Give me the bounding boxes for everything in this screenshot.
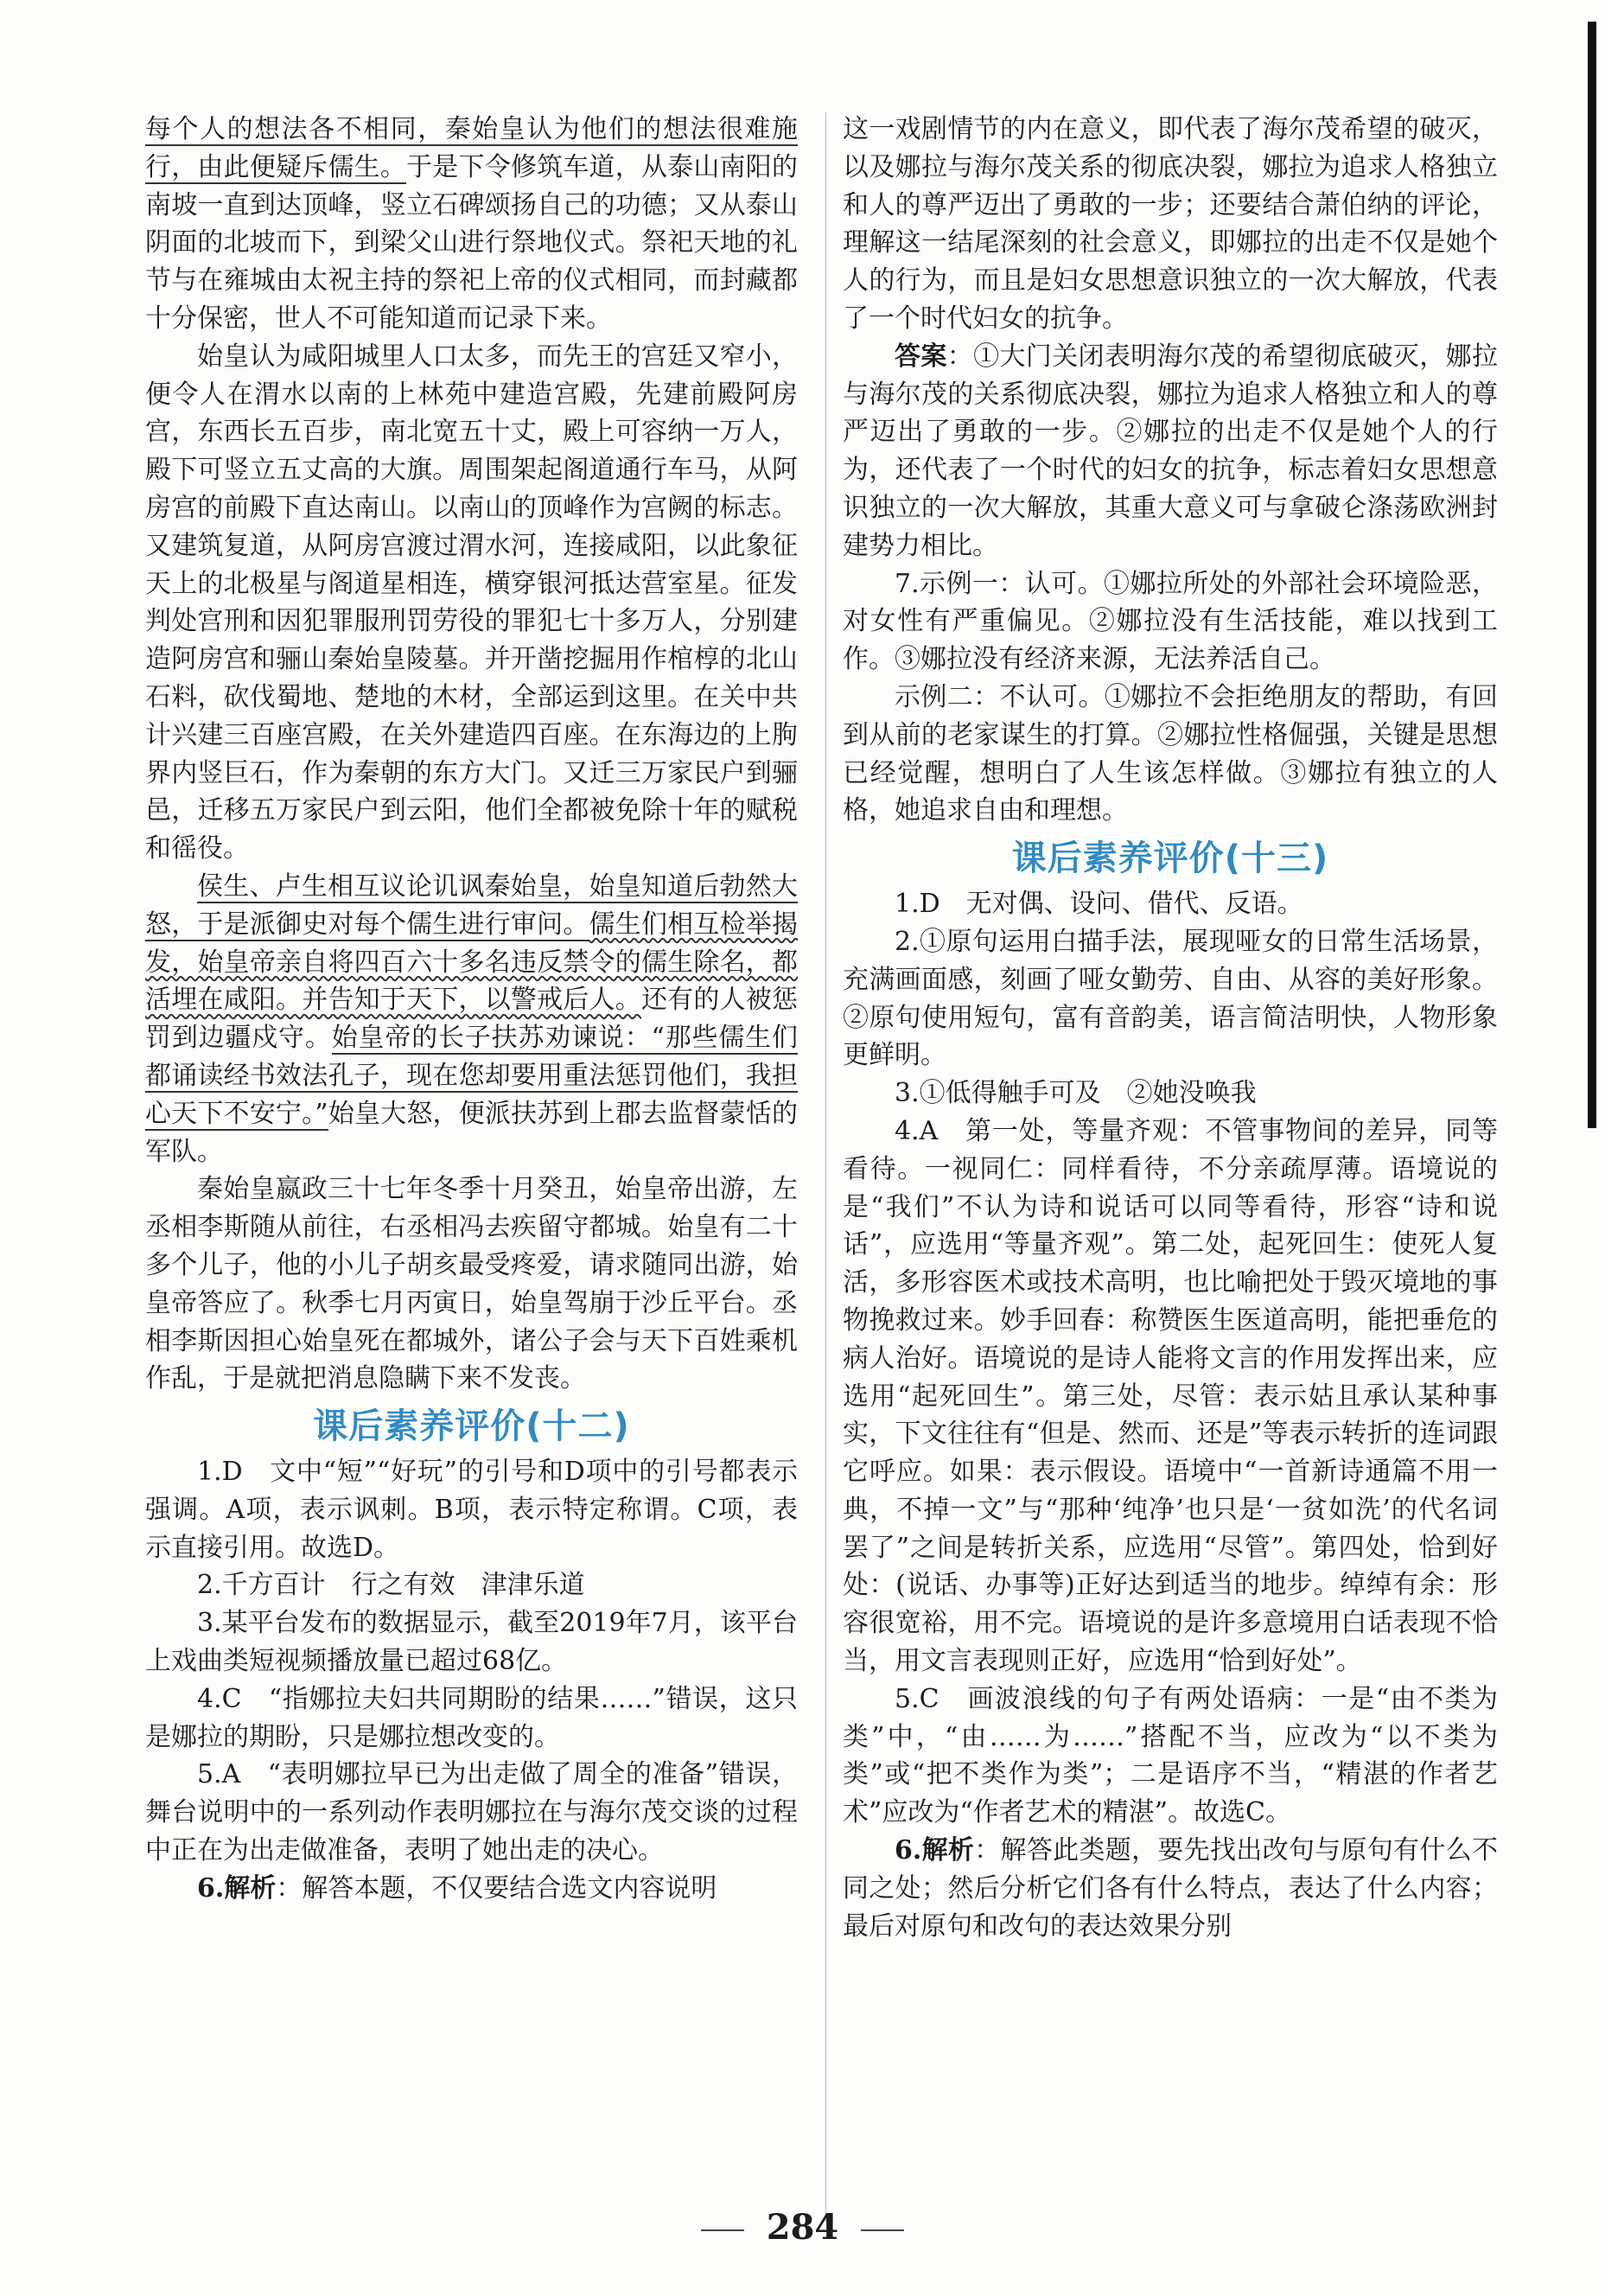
analysis-text: ：解答本题，不仅要结合选文内容说明 bbox=[276, 1872, 717, 1904]
underlined-text: 始皇帝的长子扶苏劝谏说：“那些儒生们都诵读经书效法孔子，现在您却要用重法惩罚他们，我担心天下不安宁。” bbox=[145, 1023, 798, 1129]
answer-12-6-key bbox=[843, 338, 1498, 565]
left-paragraph-3 bbox=[145, 868, 798, 1170]
answer-12-6-continued: 这一戏剧情节的内在意义，即代表了海尔茂希望的破灭，以及娜拉与海尔茂关系的彻底决裂，娜拉为追求人格独立和人的尊严迈出了勇敢的一步；还要结合萧伯纳的评论，理解这一结尾深刻的社会意义，即娜拉的出走不仅是她个人的行为，而且是妇女思想意识独立的一次大解放，代表了一个时代妇女的抗争。 bbox=[843, 114, 1498, 334]
analysis-text: ：解答此类题，要先找出改句与原句有什么不同之处；然后分析它们各有什么特点，表达了什么内容；最后对原句和改句的表达效果分别 bbox=[843, 1835, 1498, 1942]
answer-13-4: 4.A 第一处，等量齐观：不管事物间的差异，同等看待。一视同仁：同样看待，不分亲疏厚薄。语境说的是“我们”不认为诗和说话可以同等看待，形容“诗和说话”，应选用“等量齐观”。第二处，起死回生：使死人复活，多形容医术或技术高明，也比喻把处于毁灭境地的事物挽救过来。妙手回春：称赞医生医道高明，能把垂危的病人治好。语境说的是诗人能将文言的作用发挥出来，应选用“起死回生”。第三处，尽管：表示姑且承认某种事实，下文往往有“但是、然而、还是”等表示转折的连词跟它呼应。如果：表示假设。语境中“一首新诗通篇不用一典，不掉一文”与“那种‘纯净’也只是‘一贫如洗’的代名词罢了”之间是转折关系，应选用“尽管”。第四处，恰到好处：(说话、办事等)正好达到适当的地步。绰绰有余：形容很宽裕，用不完。语境说的是许多意境用白话表现不恰当，用文言表现则正好，应选用“恰到好处”。 bbox=[843, 1115, 1498, 1677]
answer-13-2: 2.①原句运用白描手法，展现哑女的日常生活场景，充满画面感，刻画了哑女勤劳、自由、从容的美好形象。②原句使用短句，富有音韵美，语言简洁明快，人物形象更鲜明。 bbox=[843, 926, 1498, 1071]
section-heading-13: 课后素养评价(十三) bbox=[1011, 839, 1329, 879]
section-heading-12: 课后素养评价(十二) bbox=[313, 1406, 630, 1447]
left-column bbox=[145, 111, 798, 1908]
answer-text: ：①大门关闭表明海尔茂的希望彻底破灭，娜拉与海尔茂的关系彻底决裂，娜拉为追求人格独立和人的尊严迈出了勇敢的一步。②娜拉的出走不仅是她个人的行为，还代表了一个时代的妇女的抗争，标志着妇女思想意识独立的一次大解放，其重大意义可与拿破仑涤荡欧洲封建势力相比。 bbox=[843, 341, 1499, 561]
answer-12-7-example-1: 7.示例一：认可。①娜拉所处的外部社会环境险恶，对女性有严重偏见。②娜拉没有生活技能，难以找到工作。③娜拉没有经济来源，无法养活自己。 bbox=[843, 568, 1498, 675]
answer-label: 答案 bbox=[895, 341, 947, 372]
right-column bbox=[843, 111, 1498, 1945]
paragraph-text: 还有的人被惩罚到边疆戍守。 bbox=[145, 985, 799, 1054]
left-paragraph-4: 秦始皇嬴政三十七年冬季十月癸丑，始皇帝出游，左丞相李斯随从前往，右丞相冯去疾留守都城。始皇有二十多个儿子，他的小儿子胡亥最受疼爱，请求随同出游，始皇帝答应了。秋季七月丙寅日，始皇驾崩于沙丘平台。丞相李斯因担心始皇死在都城外，诸公子会与天下百姓乘机作乱，于是就把消息隐瞒下来不发丧。 bbox=[145, 1174, 798, 1394]
answer-12-3: 3.某平台发布的数据显示，截至2019年7月，该平台上戏曲类短视频播放量已超过68亿。 bbox=[145, 1608, 798, 1677]
footer-dash-right bbox=[861, 2229, 904, 2231]
answer-12-6 bbox=[145, 1870, 798, 1908]
wavy-underlined-text: 儒生们相互检举揭发，始皇帝亲自将四百六十多名违反禁令的儒生除名，都活埋在咸阳。并告知于天下，以警戒后人。 bbox=[145, 909, 799, 1016]
underlined-text: 侯生、卢生相互议论讥讽秦始皇，始皇知道后勃然大怒，于是派御史对每个儒生进行审问。 bbox=[145, 871, 798, 940]
answer-12-2: 2.千方百计 行之有效 津津乐道 bbox=[197, 1570, 585, 1601]
page-number: 284 bbox=[766, 2207, 839, 2248]
column-divider bbox=[825, 112, 826, 2222]
answer-13-1: 1.D 无对偶、设问、借代、反语。 bbox=[895, 889, 1303, 920]
paragraph-text: 于是下令修筑车道，从泰山南阳的南坡一直到达顶峰，竖立石碑颂扬自己的功德；又从泰山阴面的北坡而下，到梁父山进行祭地仪式。祭祀天地的礼节与在雍城由太祝主持的祭祀上帝的仪式相同，而封藏都十分保密，世人不可能知道而记录下来。 bbox=[145, 151, 799, 334]
analysis-label: 6.解析 bbox=[895, 1835, 975, 1866]
underlined-text: 每个人的想法各不相同，秦始皇认为他们的想法很难施行，由此便疑斥儒生。 bbox=[145, 114, 798, 182]
analysis-label: 6.解析 bbox=[197, 1872, 277, 1904]
answer-12-5: 5.A “表明娜拉早已为出走做了周全的准备”错误，舞台说明中的一系列动作表明娜拉在与海尔茂交谈的过程中正在为出走做准备，表明了她出走的决心。 bbox=[145, 1759, 798, 1866]
paragraph-text: 始皇大怒，便派扶苏到上郡去监督蒙恬的军队。 bbox=[145, 1098, 798, 1167]
left-paragraph-2: 始皇认为咸阳城里人口太多，而先王的宫廷又窄小，便令人在渭水以南的上林苑中建造宫殿，先建前殿阿房宫，东西长五百步，南北宽五十丈，殿上可容纳一万人，殿下可竖立五丈高的大旗。周围架起阁道通行车马，从阿房宫的前殿下直达南山。以南山的顶峰作为宫阙的标志。又建筑复道，从阿房宫渡过渭水河，连接咸阳，以此象征天上的北极星与阁道星相连，横穿银河抵达营室星。征发判处宫刑和因犯罪服刑罚劳役的罪犯七十多万人，分别建造阿房宫和骊山秦始皇陵墓。并开凿挖掘用作棺椁的北山石料，砍伐蜀地、楚地的木材，全部运到这里。在关中共计兴建三百座宫殿，在关外建造四百座。在东海边的上朐界内竖巨石，作为秦朝的东方大门。又迁三万家民户到骊邑，迁移五万家民户到云阳，他们全都被免除十年的赋税和徭役。 bbox=[145, 341, 798, 864]
footer-dash-left bbox=[701, 2229, 744, 2231]
left-paragraph-1 bbox=[145, 111, 798, 338]
answer-12-1: 1.D 文中“短”“好玩”的引号和D项中的引号都表示强调。A项，表示讽刺。B项，表示特定称谓。C项，表示直接引用。故选D。 bbox=[145, 1457, 798, 1563]
scan-edge-bar bbox=[1588, 22, 1596, 1128]
answer-12-4: 4.C “指娜拉夫妇共同期盼的结果……”错误，这只是娜拉的期盼，只是娜拉想改变的。 bbox=[145, 1683, 798, 1752]
answer-13-5: 5.C 画波浪线的句子有两处语病：一是“由不类为类”中，“由……为……”搭配不当，应改为“以不类为类”或“把不类作为类”；二是语序不当，“精湛的作者艺术”应改为“作者艺术的精湛”。故选C。 bbox=[843, 1683, 1498, 1828]
page-footer bbox=[0, 2207, 1605, 2248]
answer-13-3: 3.①低得触手可及 ②她没唤我 bbox=[895, 1078, 1257, 1109]
answer-12-7-example-2: 示例二：不认可。①娜拉不会拒绝朋友的帮助，有回到从前的老家谋生的打算。②娜拉性格倔强，关键是思想已经觉醒，想明白了人生该怎样做。③娜拉有独立的人格，她追求自由和理想。 bbox=[843, 681, 1498, 826]
answer-13-6 bbox=[843, 1832, 1498, 1945]
